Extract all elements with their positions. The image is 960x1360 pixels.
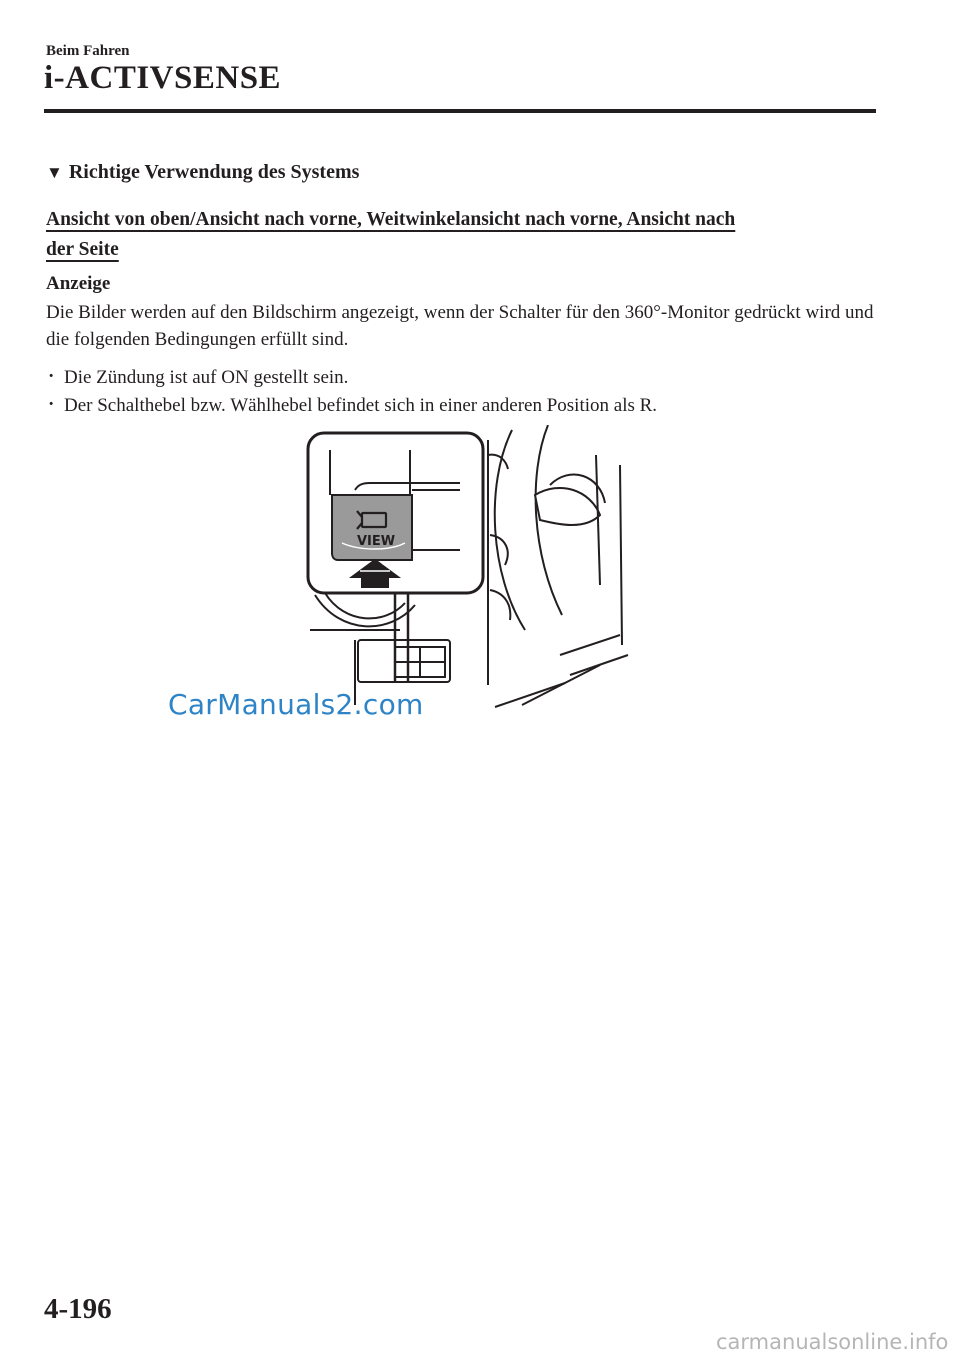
view-heading xyxy=(46,205,846,265)
condition-list xyxy=(46,364,876,420)
list-item: · Der Schalthebel bzw. Wählhebel befindet sich in einer anderen Position als R. xyxy=(46,392,876,420)
chapter-label: Beim Fahren xyxy=(46,43,130,59)
header-rule xyxy=(44,109,876,113)
watermark: CarManuals2.com xyxy=(168,688,424,721)
footer-site-mark: carmanualsonline.info xyxy=(716,1330,949,1354)
view-heading-line2: der Seite xyxy=(46,239,119,260)
triangle-down-icon: ▼ xyxy=(46,163,63,182)
list-item: · Die Zündung ist auf ON gestellt sein. xyxy=(46,364,876,392)
view-switch-illustration xyxy=(300,425,630,715)
page-number: 4-196 xyxy=(44,1293,112,1325)
view-button-label: VIEW xyxy=(356,534,396,549)
subhead-text: Richtige Verwendung des Systems xyxy=(68,161,360,183)
view-heading-line1: Ansicht von oben/Ansicht nach vorne, Weitwinkelansicht nach vorne, Ansicht nach xyxy=(46,209,736,230)
section-title: i-ACTIVSENSE xyxy=(44,60,282,96)
subhead xyxy=(46,161,359,184)
body-paragraph: Die Bilder werden auf den Bildschirm angezeigt, wenn der Schalter für den 360°-Monitor gedrückt wird und die folgenden Bedingungen erfüllt sind. xyxy=(46,302,874,350)
display-label: Anzeige xyxy=(46,273,111,294)
